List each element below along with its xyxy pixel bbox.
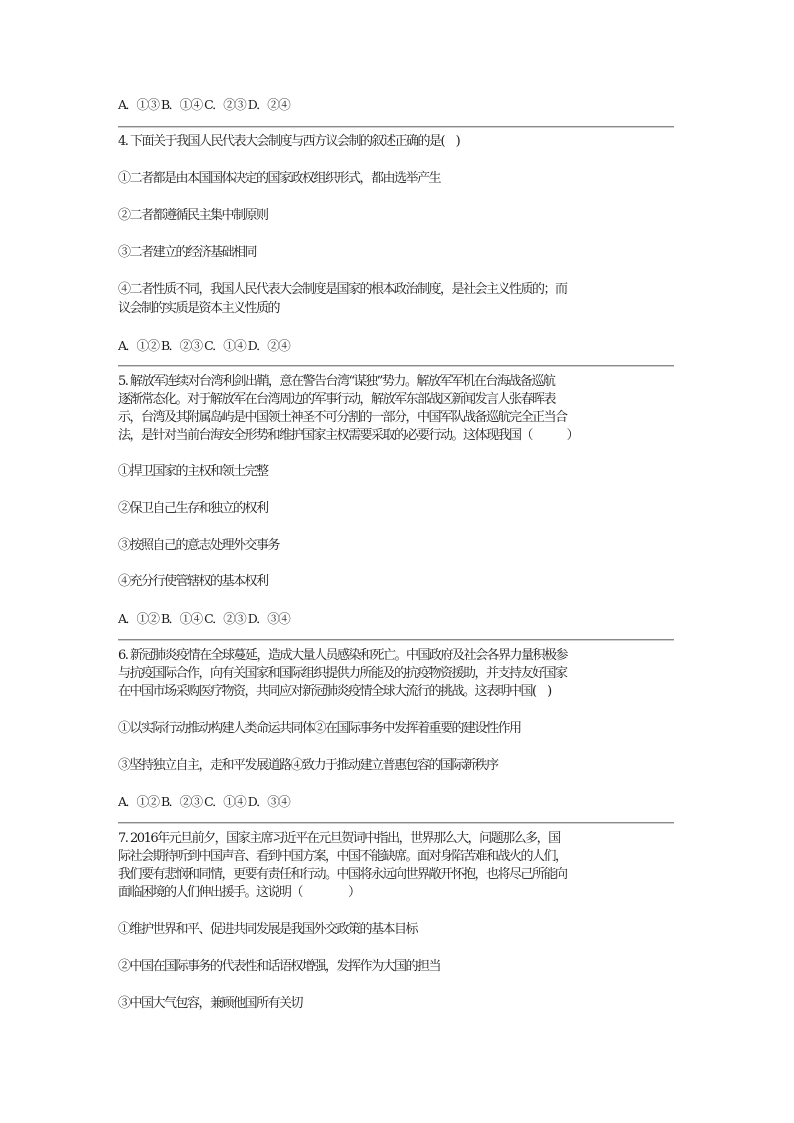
q6-stem-line-3: 在中国市场采购医疗物资，共同应对新冠肺炎疫情全球大流行的挑战。这表明中国( ) (118, 684, 551, 699)
q7-option-3: ③中国大气包容，兼顾他国所有关切 (118, 996, 303, 1011)
q4-option-2: ②二者都遵循民主集中制原则 (118, 208, 268, 223)
q7-stem-line-4: 面临困境的人们伸出援手。这说明（ ） (118, 885, 360, 900)
q6-option-line-1: ①以实际行动推动构建人类命运共同体②在国际事务中发挥着重要的建设性作用 (118, 721, 521, 736)
q3-answer-choices: A．①③ B．①④ C．②③ D．②④ (118, 97, 290, 112)
q7-option-2: ②中国在国际事务的代表性和话语权增强，发挥作为大国的担当 (118, 959, 441, 974)
q7-stem-line-3: 我们要有悲悯和同情，更要有责任和行动。中国将永远向世界敞开怀抱，也将尽己所能向 (118, 867, 567, 882)
q5-stem-line-3: 示，台湾及其附属岛屿是中国领土神圣不可分割的一部分，中国军队战备巡航完全正当合 (118, 410, 567, 425)
q5-stem-line-4: 法，是针对当前台海安全形势和维护国家主权需要采取的必要行动。这体现我国（ ） (118, 428, 579, 443)
question-divider (118, 126, 674, 128)
q4-option-1: ①二者都是由本国国体决定的国家政权组织形式，都由选举产生 (118, 171, 441, 186)
q7-stem-line-2: 际社会期待听到中国声音、看到中国方案，中国不能缺席。面对身陷苦难和战火的人们， (118, 849, 567, 864)
q4-option-3: ③二者建立的经济基础相同 (118, 245, 257, 260)
q4-option-4-line-1: ④二者性质不同，我国人民代表大会制度是国家的根本政治制度，是社会主义性质的；而 (118, 282, 567, 297)
q5-option-2: ②保卫自己生存和独立的权利 (118, 501, 268, 516)
q5-option-4: ④充分行使管辖权的基本权利 (118, 574, 268, 589)
q6-option-line-2: ③坚持独立自主，走和平发展道路④致力于推动建立普惠包容的国际新秩序 (118, 758, 498, 773)
q5-option-3: ③按照自己的意志处理外交事务 (118, 538, 280, 553)
question-divider (118, 365, 674, 367)
q7-option-1: ①维护世界和平、促进共同发展是我国外交政策的基本目标 (118, 922, 418, 937)
q6-stem-line-1: 6. 新冠肺炎疫情在全球蔓延，造成大量人员感染和死亡。中国政府及社会各界力量积极参 (118, 648, 568, 663)
question-divider (118, 822, 674, 824)
q5-stem-line-1: 5. 解放军连续对台湾利剑出鞘，意在警告台湾“谋独”势力。解放军军机在台海战备巡航 (118, 374, 555, 389)
q4-answer-choices: A．①② B．②③ C．①④ D．②④ (118, 338, 290, 353)
q5-answer-choices: A．①② B．①④ C．②③ D．③④ (118, 611, 290, 626)
q7-stem-line-1: 7. 2016年元旦前夕，国家主席习近平在元旦贺词中指出，世界那么大，问题那么多，国 (118, 831, 560, 846)
q5-stem-line-2: 逐渐常态化。对于解放军在台湾周边的军事行动，解放军东部战区新闻发言人张春晖表 (118, 392, 556, 407)
q4-stem: 4. 下面关于我国人民代表大会制度与西方议会制的叙述正确的是( ) (118, 134, 460, 149)
q4-option-4-line-2: 议会制的实质是资本主义性质的 (118, 301, 280, 316)
q6-stem-line-2: 与抗疫国际合作，向有关国家和国际组织提供力所能及的抗疫物资援助，并支持友好国家 (118, 666, 567, 681)
question-divider (118, 639, 674, 641)
q6-answer-choices: A．①② B．②③ C．①④ D．③④ (118, 794, 290, 809)
q5-option-1: ①捍卫国家的主权和领土完整 (118, 464, 268, 479)
